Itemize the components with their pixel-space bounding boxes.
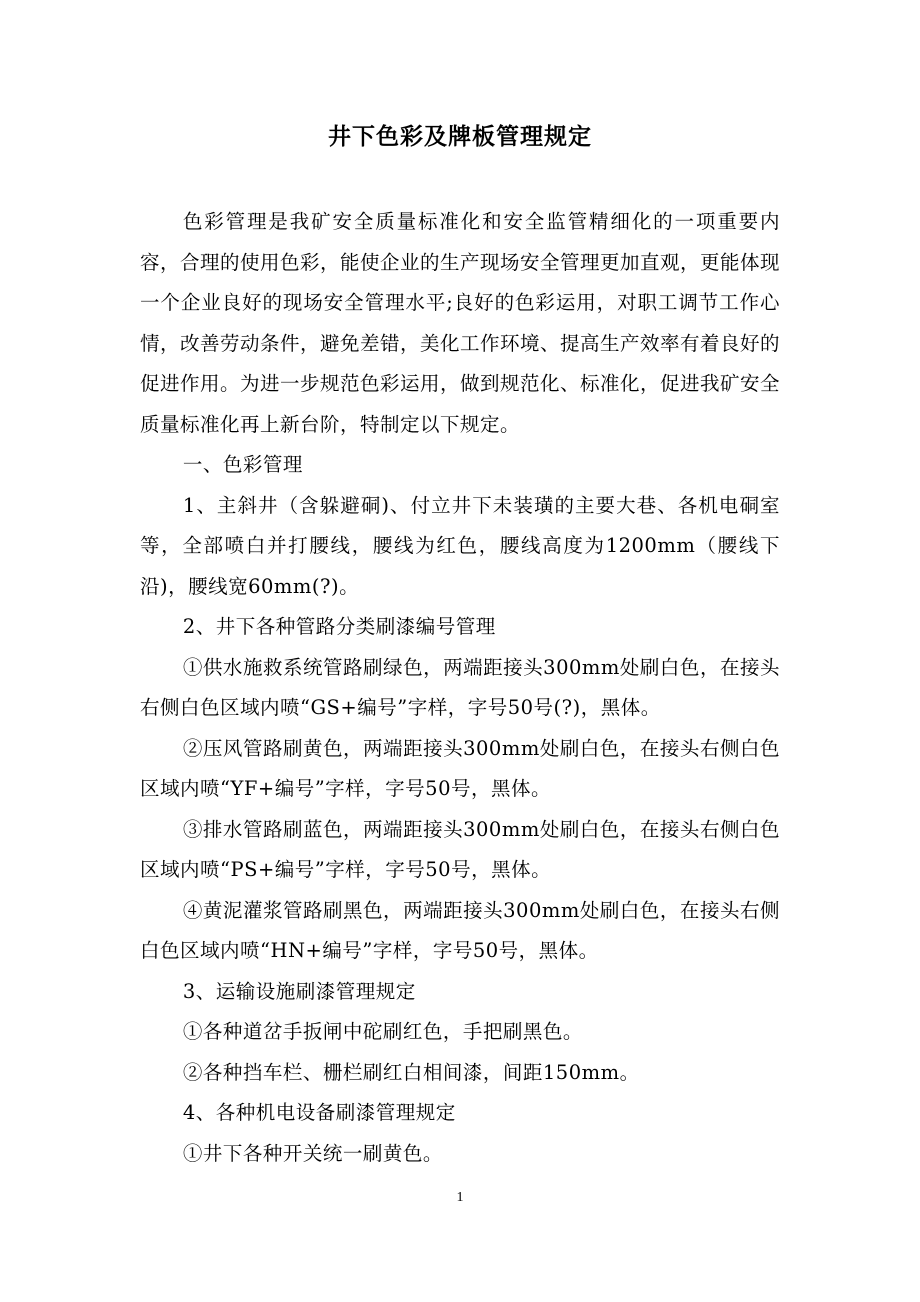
section-heading-color-management: 一、色彩管理 xyxy=(182,453,303,476)
item-3-switch-handle: ①各种道岔手扳闸中砣刷红色，手把刷黑色。 xyxy=(182,1020,583,1043)
item-3-transport-heading: 3、运输设施刷漆管理规定 xyxy=(182,979,416,1003)
item-1-wall-whitewash: 1、主斜井（含躲避硐)、付立井下未装璜的主要大巷、各机电硐室等，全部喷白并打腰线，腰线为红色，腰线高度为1200mm（腰线下沿)，腰线宽60mm(?)。 xyxy=(140,493,780,598)
item-2-drainage-pipe: ③排水管路刷蓝色，两端距接头300mm处刷白色，在接头右侧白色区域内喷“PS+编号”字样，字号50号，黑体。 xyxy=(140,817,780,881)
document-body xyxy=(140,202,780,1174)
item-2-water-supply-pipe: ①供水施救系统管路刷绿色，两端距接头300mm处刷白色，在接头右侧白色区域内喷“GS+编号”字样，字号50号(?)，黑体。 xyxy=(140,655,780,719)
item-2-pipeline-heading: 2、井下各种管路分类刷漆编号管理 xyxy=(182,615,496,638)
item-4-switch-color: ①井下各种开关统一刷黄色。 xyxy=(182,1141,443,1165)
page-number: 1 xyxy=(456,1190,464,1205)
document-title: 井下色彩及牌板管理规定 xyxy=(328,124,592,150)
item-2-compressed-air-pipe: ②压风管路刷黄色，两端距接头300mm处刷白色，在接头右侧白色区域内喷“YF+编号”字样，字号50号，黑体。 xyxy=(140,736,780,800)
item-2-grouting-pipe: ④黄泥灌浆管路刷黑色，两端距接头300mm处刷白色，在接头右侧白色区域内喷“HN+编号”字样，字号50号，黑体。 xyxy=(140,898,780,962)
intro-paragraph: 色彩管理是我矿安全质量标准化和安全监管精细化的一项重要内容，合理的使用色彩，能使企业的生产现场安全管理更加直观，更能体现一个企业良好的现场安全管理水平;良好的色彩运用，对职工调节工作心情，改善劳动条件，避免差错，美化工作环境、提高生产效率有着良好的促进作用。为进一步规范色彩运用，做到规范化、标准化，促进我矿安全质量标准化再上新台阶，特制定以下规定。 xyxy=(140,210,781,436)
item-4-equipment-heading: 4、各种机电设备刷漆管理规定 xyxy=(182,1101,456,1124)
item-3-barrier: ②各种挡车栏、栅栏刷红白相间漆，间距150mm。 xyxy=(182,1060,640,1084)
